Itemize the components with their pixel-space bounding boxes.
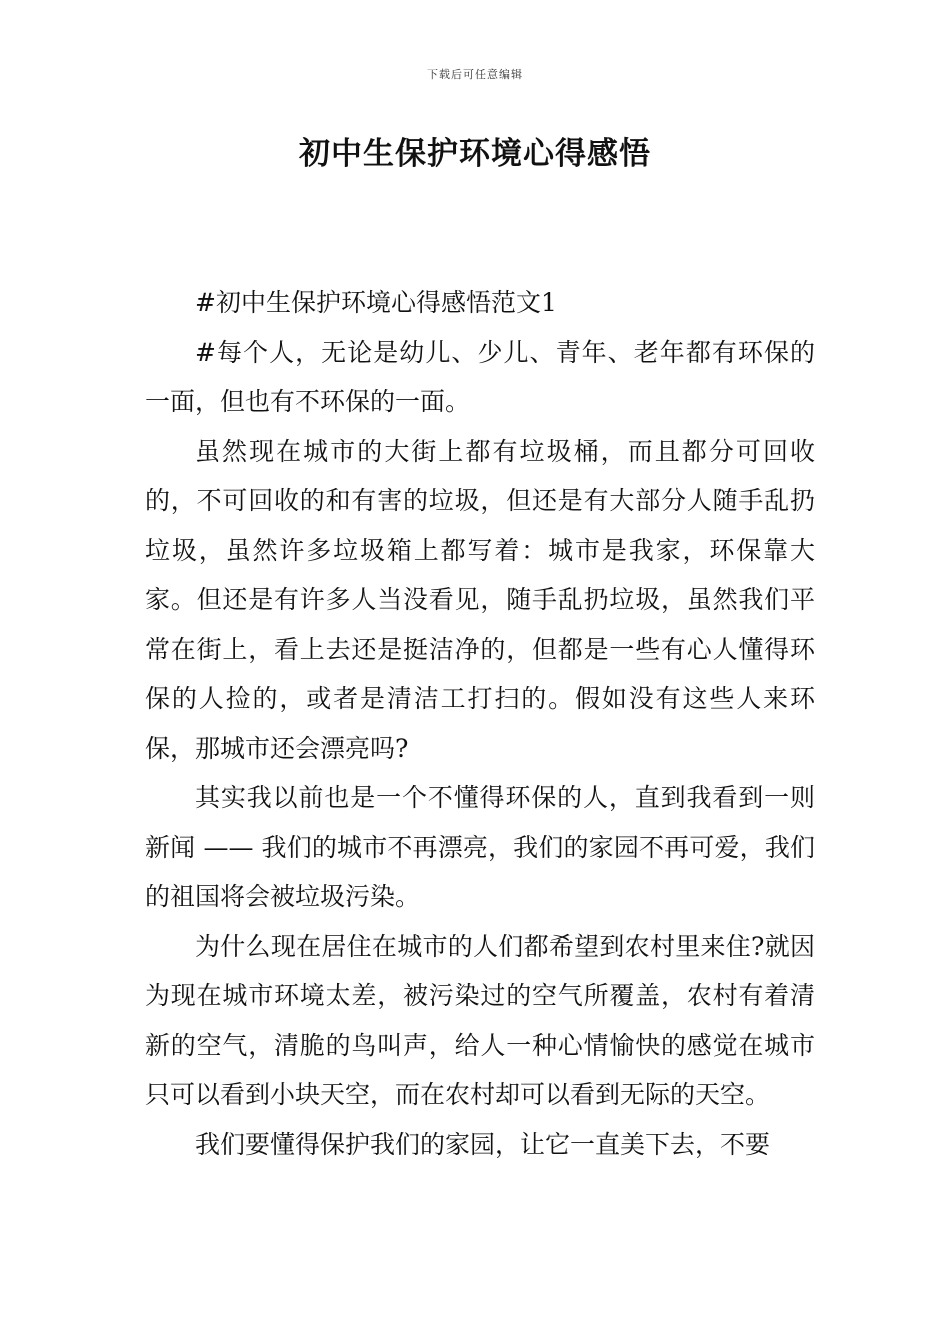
header-note: 下载后可任意编辑 [427,68,523,81]
paragraph: 其实我以前也是一个不懂得环保的人，直到我看到一则新闻 —— 我们的城市不再漂亮，我们的家园不再可爱，我们的祖国将会被垃圾污染。 [145,783,815,911]
paragraph: 虽然现在城市的大街上都有垃圾桶，而且都分可回收的，不可回收的和有害的垃圾，但还是有大部分人随手乱扔垃圾，虽然许多垃圾箱上都写着：城市是我家，环保靠大家。但还是有许多人当没看见，随手乱扔垃圾，虽然我们平常在街上，看上去还是挺洁净的，但都是一些有心人懂得环保的人捡的，或者是清洁工打扫的。假如没有这些人来环保，那城市还会漂亮吗? [145,436,815,763]
paragraph: 我们要懂得保护我们的家园，让它一直美下去，不要 [195,1129,771,1159]
paragraph: 为什么现在居住在城市的人们都希望到农村里来住?就因为现在城市环境太差，被污染过的空气所覆盖，农村有着清新的空气，清脆的鸟叫声，给人一种心情愉快的感觉在城市只可以看到小块天空，而在农村却可以看到无际的天空。 [145,931,815,1109]
document-title: 初中生保护环境心得感悟 [299,136,651,172]
paragraph: #初中生保护环境心得感悟范文1 [195,288,557,317]
paragraph: #每个人，无论是幼儿、少儿、青年、老年都有环保的一面，但也有不环保的一面。 [145,337,815,416]
document-body [145,278,815,1169]
